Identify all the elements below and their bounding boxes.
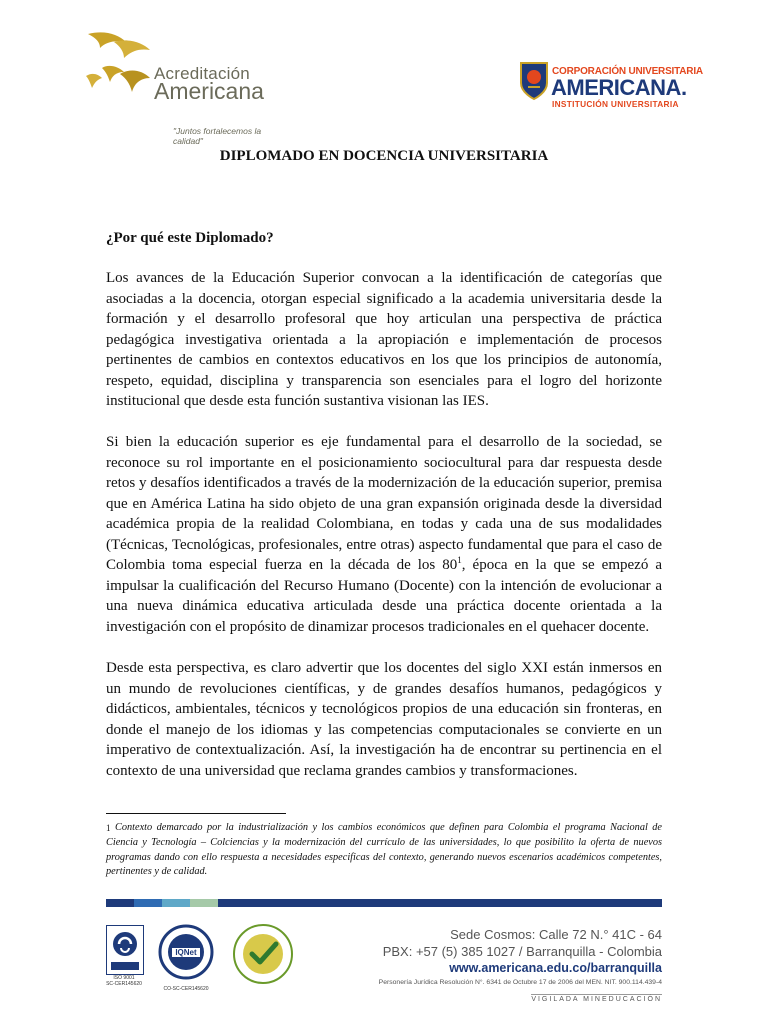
logo-institucion-text: INSTITUCIÓN UNIVERSITARIA [552,99,679,109]
footnote-text: Contexto demarcado por la industrialización y los cambios económicos que definen para Colombia el programa Nacional de Ciencia y Tecnología – Colciencias y la modernización del currículo de las universidades, lo que posibilito la oferta de nuevos programas dando con ello respuesta a necesidades especificas del contexto, generando nuevos escenarios académicos competentes, pertinentes y de calidad. [106,822,663,878]
legal-text: Personería Jurídica Resolución N°. 6341 de Octubre 17 de 2006 del MEN. NIT. 900.114.439-4 [378,979,662,986]
social-responsibility-seal [232,922,294,988]
iqnet-icon [158,924,214,982]
paragraph-2 [106,432,662,637]
document-title: DIPLOMADO EN DOCENCIA UNIVERSITARIA [219,148,549,164]
footer-bar-segment [218,899,662,907]
footnote-reference[interactable]: 1 [457,555,462,565]
footer-bar-segment [190,899,218,907]
iso-certification-badge [106,925,142,997]
footer-color-bar [106,899,662,907]
address-line-2: PBX: +57 (5) 385 1027 / Barranquilla - Colombia [382,944,662,959]
paragraph-3: Desde esta perspectiva, es claro advertir que los docentes del siglo XXI están inmersos en un mundo de revoluciones científicas, y de grandes desafíos humanos, pedagógicos y didácticos, ambientales, técnicos y tecnológicos propios de una educación sin fronteras, en donde el manejo de los idiomas y las competencias computacionales se convierte en un imperativo de contextualización. Así, la investigación ha de encontrar su pertinencia en el contexto de una universidad que reclama grandes cambios y transformaciones. [106,660,662,779]
footnote [106,821,662,880]
certified-seal-icon [232,922,294,988]
iso-standard: ISO 9001 [113,975,135,981]
footer-bar-segment [106,899,134,907]
svg-text:IQNet: IQNet [175,948,197,957]
paragraph-2-part-1: Si bien la educación superior es eje fundamental para el desarrollo de la sociedad, se reconoce su rol importante en el posicionamiento sociocultural para dar respuesta desde retos y desafíos identificados a través de la modernización de la educación superior, premisa que en América Latina ha sido objeto de una gran expansión originada desde la diversidad académica propia de la realidad Colombiana, en todas y cada una de sus modalidades (Técnicas, Tecnológicas, profesionales, entre otras) aspecto fundamental que para el caso de Colombia toma especial fuerza en la década de los 80 [106,434,662,573]
acreditacion-americana-logo [84,28,264,146]
footnote-number: 1 [106,823,111,833]
corporacion-universitaria-logo [519,60,703,112]
logo-corporacion-text: CORPORACIÓN UNIVERSITARIA [552,66,703,77]
iqnet-code: CO-SC-CER145620 [163,986,209,992]
paragraph-1: Los avances de la Educación Superior convocan a la identificación de categorías que asociadas a la docencia, otorgan especial significado a la academia universitaria desde la formación y el desarrollo profesoral que hoy articulan una perspectiva de práctica pedagógica investigativa orientada a la apropiación e implementación de procesos pertinentes de cambios en contextos educativos en los que los principios de autonomía, respeto, equidad, disciplina y transparencia son esenciales para el logro del horizonte institucional que desde esta función sustantiva visionan las IES. [106,270,662,409]
iqnet-certification-badge [158,924,214,996]
icontec-icon [106,925,144,975]
shield-icon [519,61,549,101]
footer-bar-segment [162,899,190,907]
section-heading: ¿Por qué este Diplomado? [106,230,274,246]
vigilada-text: VIGILADA MINEDUCACIÓN [531,996,662,1003]
website-link[interactable]: www.americana.edu.co/barranquilla [449,961,662,975]
logo-word-americana: Americana [154,78,264,104]
footnote-divider [106,813,286,814]
iso-code: SC-CER145620 [106,981,142,987]
paragraph-2-part-2: , época en la que se empezó a impulsar la cualificación del Recurso Humano (Docente) con la intención de evolucionar a una nueva dinámica educativa articulada desde una práctica docente orientada a la investigación con el propósito de dinamizar procesos tradicionales en el quehacer docente. [106,557,662,635]
birds-icon [84,28,164,112]
footer-bar-segment [134,899,162,907]
logo-tagline: "Juntos fortalecemos la calidad" [173,126,262,146]
logo-americana-text: AMERICANA. [551,75,687,100]
address-line-1: Sede Cosmos: Calle 72 N.° 41C - 64 [450,927,662,942]
iso-label [106,975,142,987]
logo-word-acreditacion: Acreditación [154,64,250,83]
